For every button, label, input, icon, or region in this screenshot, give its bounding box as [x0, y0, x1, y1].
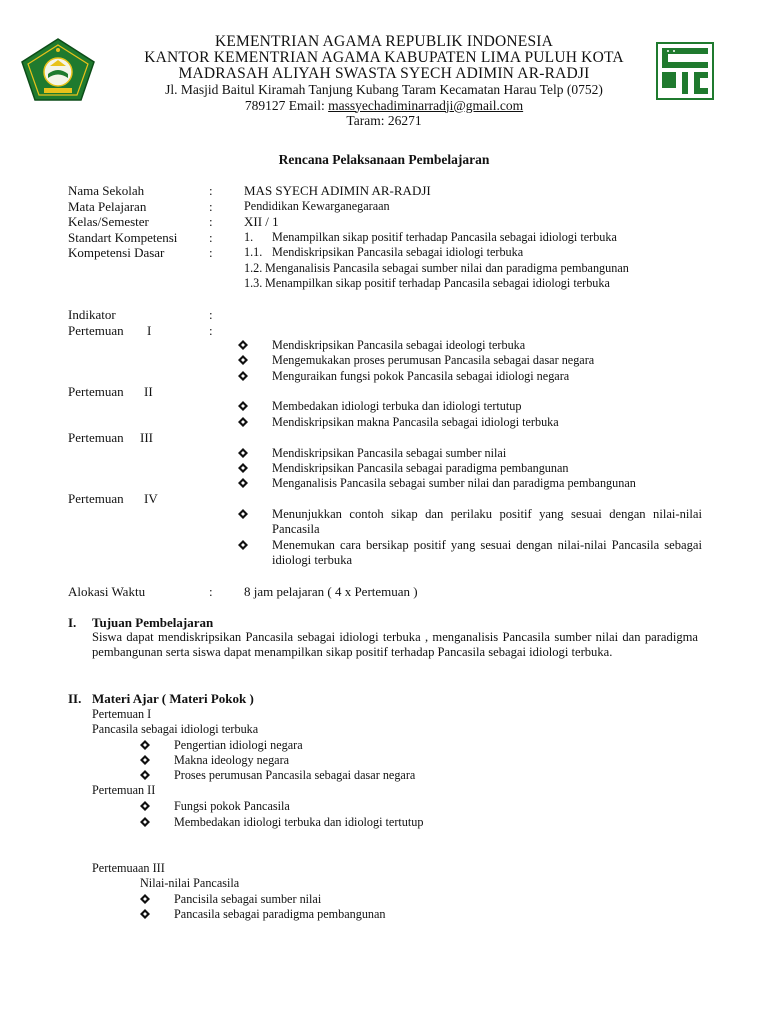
materi-pertemuan-label: Pertemuan II: [92, 783, 156, 797]
kd-number: 1.2.: [244, 261, 263, 275]
materi-topic: Nilai-nilai Pancasila: [140, 876, 240, 890]
value-alokasi-waktu: 8 jam pelajaran ( 4 x Pertemuan ): [244, 584, 418, 599]
diamond-bullet-icon: [140, 907, 150, 922]
label-indikator: Indikator: [68, 307, 116, 322]
section-title-materi: Materi Ajar ( Materi Pokok ): [92, 691, 254, 706]
letterhead-ministry: KEMENTRIAN AGAMA REPUBLIK INDONESIA: [214, 33, 554, 50]
kd-text: Menganalisis Pancasila sebagai sumber nilai dan paradigma pembangunan: [265, 261, 629, 275]
sk-number: 1.: [244, 230, 254, 244]
pertemuan-number: I: [147, 323, 152, 338]
label-alokasi-waktu: Alokasi Waktu: [68, 584, 146, 599]
phone-email-prefix: 789127 Email:: [244, 97, 329, 113]
letterhead-address: Jl. Masjid Baitul Kiramah Tanjung Kubang Taram Kecamatan Harau Telp (0752): [165, 82, 603, 97]
section-title-tujuan: Tujuan Pembelajaran: [92, 615, 214, 630]
diamond-bullet-icon: [140, 753, 150, 768]
colon: :: [209, 199, 213, 214]
letterhead-office: KANTOR KEMENTRIAN AGAMA KABUPATEN LIMA PULUH KOTA: [144, 49, 624, 66]
materi-pertemuan-label: Pertemuaan III: [92, 861, 165, 875]
value-nama-sekolah: MAS SYECH ADIMIN AR-RADJI: [244, 183, 431, 198]
materi-item: Fungsi pokok Pancasila: [174, 799, 290, 813]
diamond-bullet-icon: [238, 415, 248, 430]
kufic-calligraphy-icon: [656, 42, 714, 100]
materi-topic: Pancasila sebagai idiologi terbuka: [92, 722, 259, 736]
diamond-bullet-icon: [140, 768, 150, 783]
materi-pertemuan-label: Pertemuan I: [92, 707, 152, 721]
pertemuan-label: Pertemuan: [68, 430, 124, 445]
pertemuan-label: Pertemuan: [68, 323, 124, 338]
materi-item: Proses perumusan Pancasila sebagai dasar negara: [174, 768, 416, 782]
indikator-item: Mendiskripsikan Pancasila sebagai paradigma pembangunan: [272, 461, 569, 475]
label-kompetensi-dasar: Kompetensi Dasar: [68, 245, 165, 260]
indikator-item: Mendiskripsikan makna Pancasila sebagai idiologi terbuka: [272, 415, 559, 429]
section-number: I.: [68, 615, 77, 630]
materi-item: Makna ideology negara: [174, 753, 290, 767]
indikator-item: Mendiskripsikan Pancasila sebagai sumber nilai: [272, 446, 507, 460]
diamond-bullet-icon: [238, 476, 248, 491]
label-standart-kompetensi: Standart Kompetensi: [68, 230, 178, 245]
diamond-bullet-icon: [238, 507, 248, 522]
pertemuan-label: Pertemuan: [68, 384, 124, 399]
letterhead-school: MADRASAH ALIYAH SWASTA SYECH ADIMIN AR-RADJI: [178, 65, 590, 82]
letterhead-postal: Taram: 26271: [346, 113, 422, 128]
letterhead-contact: [100, 98, 668, 114]
diamond-bullet-icon: [140, 738, 150, 753]
colon: :: [209, 230, 213, 245]
materi-item: Pengertian idiologi negara: [174, 738, 303, 752]
indikator-item: Menguraikan fungsi pokok Pancasila sebagai idiologi negara: [272, 369, 570, 383]
diamond-bullet-icon: [140, 799, 150, 814]
materi-item: Membedakan idiologi terbuka dan idiologi tertutup: [174, 815, 424, 829]
indikator-item: Mengemukakan proses perumusan Pancasila sebagai dasar negara: [272, 353, 595, 367]
indikator-item: Menganalisis Pancasila sebagai sumber nilai dan paradigma pembangunan: [272, 476, 636, 490]
label-kelas-semester: Kelas/Semester: [68, 214, 149, 229]
materi-item: Pancisila sebagai sumber nilai: [174, 892, 322, 906]
sk-text: Menampilkan sikap positif terhadap Pancasila sebagai idiologi terbuka: [272, 230, 617, 244]
diamond-bullet-icon: [238, 353, 248, 368]
label-nama-sekolah: Nama Sekolah: [68, 183, 145, 198]
colon: :: [209, 307, 213, 322]
diamond-bullet-icon: [140, 892, 150, 907]
pertemuan-number: III: [140, 430, 153, 445]
kemenag-emblem-icon: [20, 38, 96, 102]
kd-text: Menampilkan sikap positif terhadap Pancasila sebagai idiologi terbuka: [265, 276, 610, 290]
colon: :: [209, 323, 213, 338]
diamond-bullet-icon: [238, 338, 248, 353]
letterhead: [100, 34, 668, 129]
diamond-bullet-icon: [238, 538, 248, 553]
diamond-bullet-icon: [238, 446, 248, 461]
value-mata-pelajaran: Pendidikan Kewarganegaraan: [244, 199, 390, 213]
section-number: II.: [68, 691, 82, 706]
materi-item: Pancasila sebagai paradigma pembangunan: [174, 907, 386, 921]
diamond-bullet-icon: [238, 369, 248, 384]
value-kelas-semester: XII / 1: [244, 214, 279, 229]
colon: :: [209, 183, 213, 198]
tujuan-paragraph: Siswa dapat mendiskripsikan Pancasila sebagai idiologi terbuka , menganalisis Pancasila sumber nilai dan paradigma pembangunan serta siswa dapat menampilkan sikap positif terhadap Pancasila sebagai idiologi terbuka.: [92, 630, 698, 659]
indikator-item: Membedakan idiologi terbuka dan idiologi tertutup: [272, 399, 522, 413]
indikator-item: Menunjukkan contoh sikap dan perilaku positif yang sesuai dengan nilai-nilai Pancasila: [272, 507, 702, 536]
email-link[interactable]: massyechadiminarradji@gmail.com: [328, 97, 524, 113]
indikator-item: Mendiskripsikan Pancasila sebagai ideologi terbuka: [272, 338, 526, 352]
kd-number: 1.3.: [244, 276, 263, 290]
pertemuan-label: Pertemuan: [68, 491, 124, 506]
indikator-item: Menemukan cara bersikap positif yang sesuai dengan nilai-nilai Pancasila sebagai idiologi terbuka: [272, 538, 702, 567]
colon: :: [209, 245, 213, 260]
diamond-bullet-icon: [238, 399, 248, 414]
label-mata-pelajaran: Mata Pelajaran: [68, 199, 147, 214]
colon: :: [209, 584, 213, 599]
kd-text: Mendiskripsikan Pancasila sebagai idiologi terbuka: [272, 245, 524, 259]
kd-number: 1.1.: [244, 245, 263, 259]
diamond-bullet-icon: [140, 815, 150, 830]
document-title: Rencana Pelaksanaan Pembelajaran: [278, 152, 490, 167]
diamond-bullet-icon: [238, 461, 248, 476]
colon: :: [209, 214, 213, 229]
pertemuan-number: IV: [144, 491, 158, 506]
pertemuan-number: II: [144, 384, 153, 399]
